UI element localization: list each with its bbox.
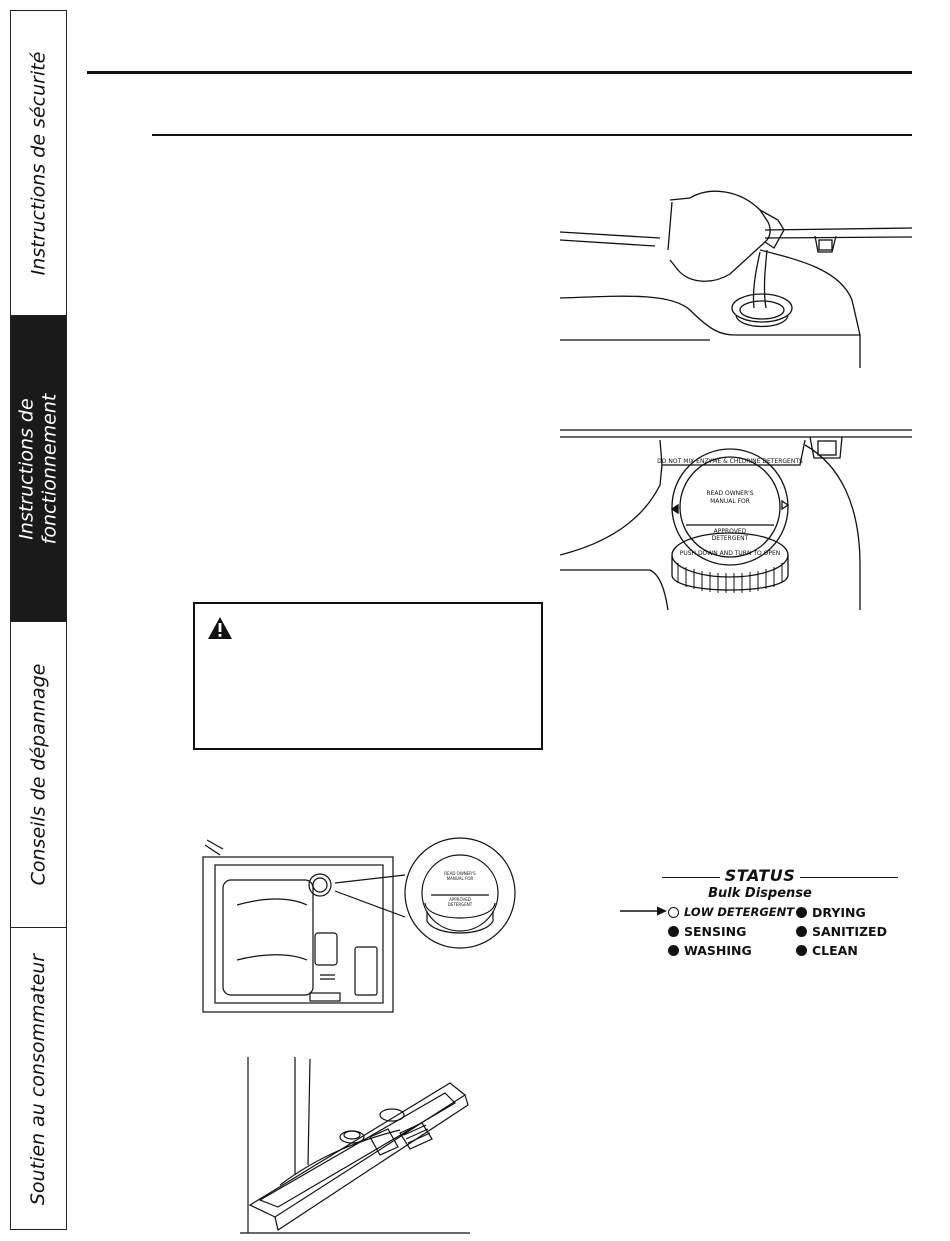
tab-operating-instructions[interactable] bbox=[11, 316, 66, 622]
cap-lower-text-1: APPROVED bbox=[713, 528, 747, 535]
open-door-illustration bbox=[240, 1055, 470, 1235]
status-indicator-drying bbox=[796, 905, 866, 920]
sanitized-label: SANITIZED bbox=[812, 924, 887, 939]
clean-light-icon bbox=[796, 945, 807, 956]
tab-operating-label-line2: fonctionnement bbox=[38, 393, 61, 544]
cap-middle-text-2: MANUAL FOR bbox=[710, 498, 750, 505]
tab-troubleshooting-tips[interactable] bbox=[11, 622, 66, 928]
tab-operating-label-line1: Instructions de bbox=[15, 397, 38, 540]
status-indicator-washing bbox=[668, 943, 752, 958]
cap-bottom-text: PUSH DOWN AND TURN TO OPEN bbox=[679, 550, 781, 557]
warning-box bbox=[193, 602, 543, 750]
tab-support-label: Soutien au consommateur bbox=[27, 953, 49, 1205]
reservoir-cap-illustration bbox=[560, 425, 915, 615]
low-detergent-label: LOW DETERGENT bbox=[684, 905, 795, 919]
status-indicator-sanitized bbox=[796, 924, 887, 939]
low-detergent-light-icon bbox=[668, 907, 679, 918]
washing-label: WASHING bbox=[684, 943, 752, 958]
pouring-detergent-illustration bbox=[560, 190, 915, 370]
pointer-arrow-icon bbox=[620, 905, 668, 917]
cap-top-text: DO NOT MIX ENZYME & CHLORINE DETERGENTS bbox=[657, 458, 803, 465]
washing-light-icon bbox=[668, 945, 679, 956]
clean-label: CLEAN bbox=[812, 943, 858, 958]
tab-safety-instructions[interactable] bbox=[11, 11, 66, 316]
tab-safety-label: Instructions de sécurité bbox=[27, 51, 50, 275]
zoom-cap-middle-text-2: MANUAL FOR bbox=[446, 876, 474, 881]
header-rule bbox=[87, 71, 912, 74]
section-rule bbox=[152, 134, 912, 136]
warning-triangle-icon bbox=[207, 616, 233, 640]
zoom-cap-lower-text-1: APPROVED bbox=[449, 897, 471, 902]
status-indicator-low-detergent bbox=[668, 905, 794, 919]
sensing-label: SENSING bbox=[684, 924, 747, 939]
dishwasher-door-zoom-illustration bbox=[195, 835, 525, 1020]
zoom-cap-lower-text-2: DETERGENT bbox=[447, 902, 473, 907]
status-subtitle: Bulk Dispense bbox=[708, 886, 812, 901]
tab-operating-label bbox=[16, 393, 62, 544]
sanitized-light-icon bbox=[796, 926, 807, 937]
status-panel bbox=[620, 866, 900, 966]
cap-middle-text-1: READ OWNER'S bbox=[706, 490, 754, 497]
drying-light-icon bbox=[796, 907, 807, 918]
side-tabs bbox=[10, 10, 67, 1230]
status-line-right bbox=[800, 877, 898, 878]
tab-troubleshooting-label: Conseils de dépannage bbox=[27, 663, 49, 886]
status-indicator-sensing bbox=[668, 924, 746, 939]
status-title: STATUS bbox=[724, 866, 796, 885]
sensing-light-icon bbox=[668, 926, 679, 937]
cap-lower-text-2: DETERGENT bbox=[711, 535, 749, 542]
zoom-cap-middle-text-1: READ OWNER'S bbox=[444, 871, 476, 876]
tab-consumer-support[interactable] bbox=[11, 928, 66, 1230]
status-indicator-clean bbox=[796, 943, 858, 958]
drying-label: DRYING bbox=[812, 905, 866, 920]
